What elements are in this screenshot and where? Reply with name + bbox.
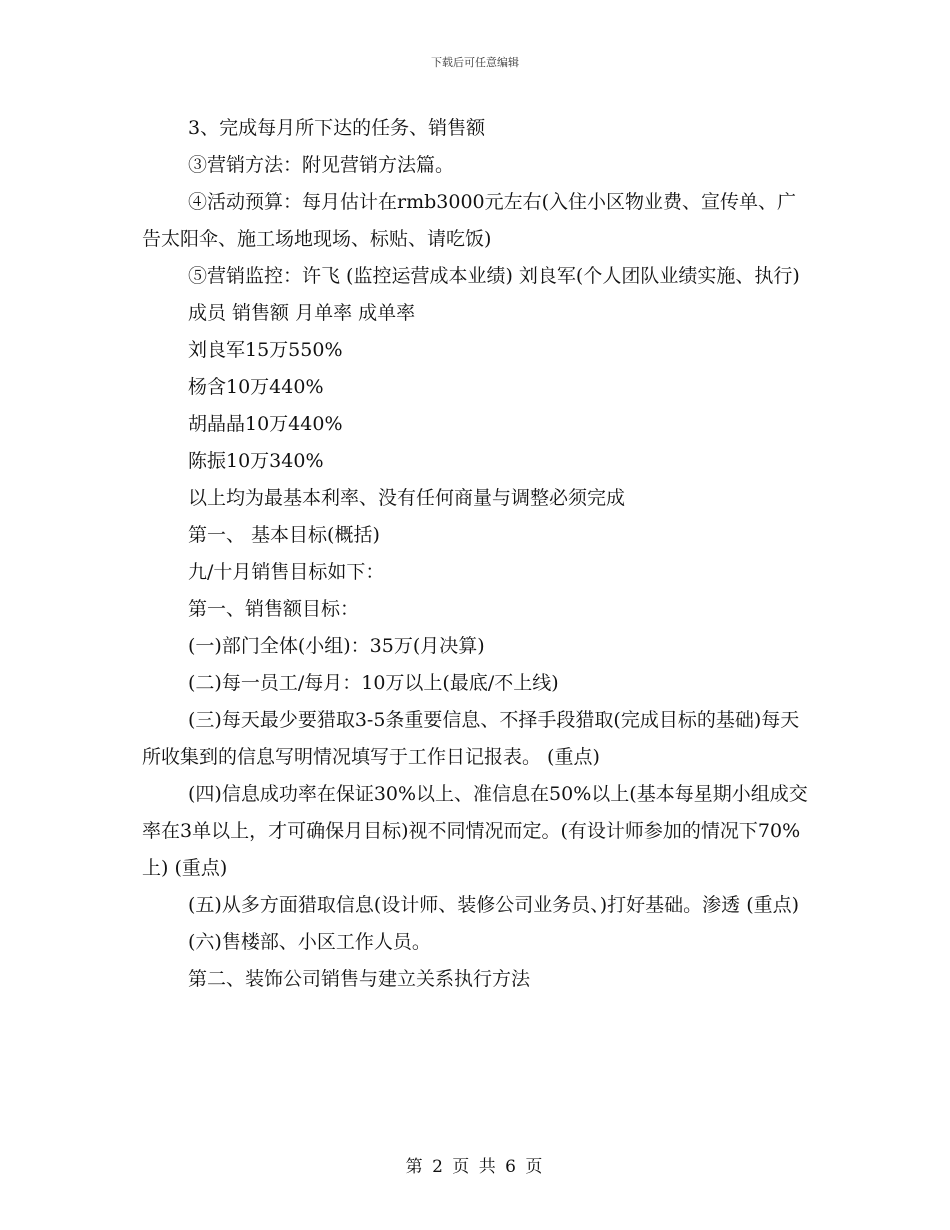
paragraph-section-basic-goal: 第一、 基本目标(概括) [188, 524, 380, 546]
paragraph-marketing-method: ③营销方法：附见营销方法篇。 [188, 154, 455, 176]
paragraph-item-4: (四)信息成功率在保证30%以上、准信息在50%以上(基本每星期小组成交率在3单以上，才可确保月目标)视不同情况而定。(有设计师参加的情况下70%上) (重点) [142, 783, 808, 879]
paragraph-member-row: 陈振10万340% [188, 450, 324, 472]
paragraph-monitoring: ⑤营销监控：许飞 (监控运营成本业绩) 刘良军(个人团队业绩实施、执行) [188, 265, 800, 287]
paragraph-table-header: 成员 销售额 月单率 成单率 [188, 302, 416, 324]
paragraph-member-row: 杨含10万440% [188, 376, 324, 398]
page-number: 第 2 页 共 6 页 [405, 1157, 545, 1177]
paragraph-section-two: 第二、装饰公司销售与建立关系执行方法 [188, 968, 531, 990]
paragraph-item-3: (三)每天最少要猎取3-5条重要信息、不择手段猎取(完成目标的基础)每天所收集到的信息写明情况填写于工作日记报表。 (重点) [142, 709, 800, 768]
page-header-note: 下载后可任意编辑 [431, 56, 519, 69]
paragraph-item-2: (二)每一员工/每月：10万以上(最底/不上线) [188, 672, 559, 694]
paragraph-item-1: (一)部门全体(小组)：35万(月决算) [188, 635, 485, 657]
paragraph-member-row: 刘良军15万550% [188, 339, 343, 361]
paragraph-budget: ④活动预算：每月估计在rmb3000元左右(入住小区物业费、宣传单、广告太阳伞、施工场地现场、标贴、请吃饭) [142, 191, 797, 250]
paragraph-member-row: 胡晶晶10万440% [188, 413, 343, 435]
paragraph-task: 3、完成每月所下达的任务、销售额 [188, 117, 486, 139]
document-body [142, 110, 812, 998]
paragraph-item-6: (六)售楼部、小区工作人员。 [188, 931, 431, 953]
paragraph-sales-target-intro: 九/十月销售目标如下： [188, 561, 385, 583]
paragraph-item-5: (五)从多方面猎取信息(设计师、装修公司业务员、)打好基础。渗透 (重点) [188, 894, 800, 916]
paragraph-sales-amount-target: 第一、销售额目标： [188, 598, 360, 620]
paragraph-note: 以上均为最基本利率、没有任何商量与调整必须完成 [188, 487, 626, 509]
